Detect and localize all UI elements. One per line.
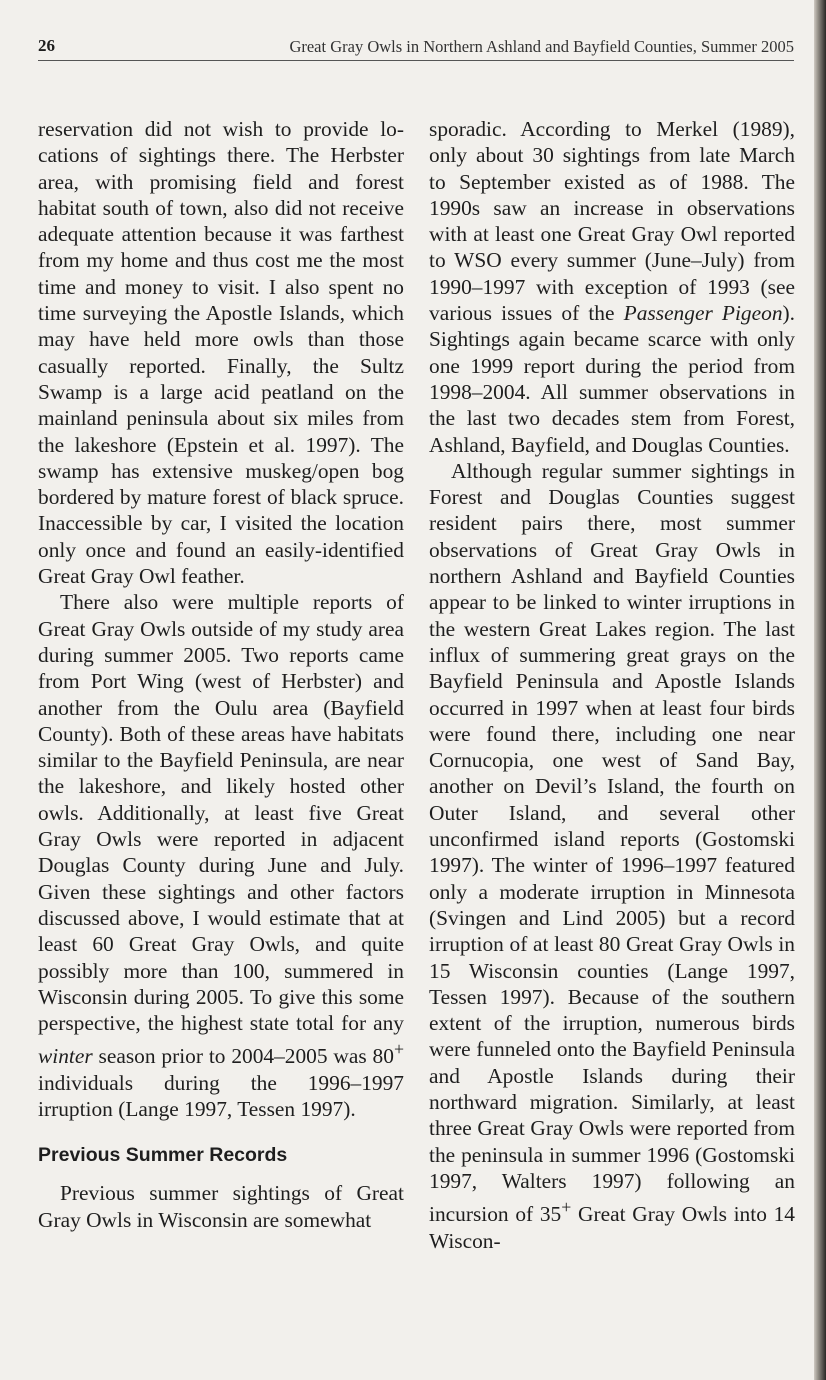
left-column <box>38 116 404 1233</box>
paragraph: Previous summer sightings of Great Gray Owls in Wisconsin are somewhat <box>38 1181 404 1232</box>
page-header <box>38 36 794 61</box>
paragraph: sporadic. According to Merkel (1989), only about 30 sightings from late March to September existed as of 1988. The 1990s saw an increase in observations with at least one Great Gray Owl reported to WSO every summer (June–July) from 1990–1997 with exception of 1993 (see various issues of the Passenger Pigeon). Sightings again became scarce with only one 1999 report during the period from 1998–2004. All summer observations in the last two decades stem from Forest, Ashland, Bayfield, and Douglas Counties. <box>429 117 795 457</box>
right-column <box>429 116 795 1254</box>
paragraph: Although regular summer sightings in Forest and Douglas Counties suggest resident pairs there, most summer observations of Great Gray Owls in northern Ashland and Bayfield Counties appear to be linked to winter irruptions in the western Great Lakes region. The last influx of summering great grays on the Bayfield Peninsula and Apostle Islands occurred in 1997 when at least four birds were found there, including one near Cornucopia, one west of Sand Bay, another on Devil’s Island, the fourth on Outer Island, and several other unconfirmed island reports (Gostomski 1997). The winter of 1996–1997 featured only a moderate irruption in Minnesota (Svingen and Lind 2005) but a record irruption of at least 80 Great Gray Owls in 15 Wisconsin counties (Lange 1997, Tessen 1997). Because of the southern extent of the irruption, numerous birds were funneled onto the Bayfield Peninsula and Apostle Islands during their northward migration. Similarly, at least three Great Gray Owls were reported from the peninsula in summer 1996 (Gostomski 1997, Walters 1997) following an incursion of 35+ Great Gray Owls into 14 Wiscon- <box>429 458 796 1253</box>
superscript: + <box>561 1197 572 1218</box>
book-spine-shadow <box>814 0 826 1380</box>
page-number: 26 <box>38 36 55 55</box>
paragraph: reservation did not wish to provide locations of sightings there. The Herbster area, with promising field and forest habitat south of town, also did not receive adequate attention because it was farthest from my home and thus cost me the most time and money to visit. I also spent no time surveying the Apostle Islands, which may have held more owls than those casually reported. Finally, the Sultz Swamp is a large acid peatland on the mainland peninsula about six miles from the lakeshore (Epstein et al. 1997). The swamp has extensive muskeg/open bog bordered by mature forest of black spruce. Inaccessible by car, I visited the location only once and found an easily-identified Great Gray Owl feather. <box>38 117 404 589</box>
superscript: + <box>393 1039 404 1060</box>
italic-journal-title: Passenger Pigeon <box>623 301 783 326</box>
section-heading: Previous Summer Records <box>38 1144 288 1167</box>
paragraph: There also were multiple reports of Great Gray Owls outside of my study area during summer 2005. Two reports came from Port Wing (west of Herbster) and another from the Oulu area (Bayfield County). Both of these areas have habitats similar to the Bayfield Peninsula, are near the lakeshore, and likely hosted other owls. Additionally, at least five Great Gray Owls were reported in adjacent Douglas County during June and July. Given these sightings and other factors discussed above, I would estimate that at least 60 Great Gray Owls, and quite possibly more than 100, summered in Wisconsin during 2005. To give this some perspective, the highest state total for any winter season prior to 2004–2005 was 80+ individuals during the 1996–1997 irruption (Lange 1997, Tessen 1997). <box>38 590 404 1122</box>
running-title: Great Gray Owls in Northern Ashland and Bayfield Counties, Summer 2005 <box>289 37 794 56</box>
italic-term: winter <box>38 1044 93 1069</box>
